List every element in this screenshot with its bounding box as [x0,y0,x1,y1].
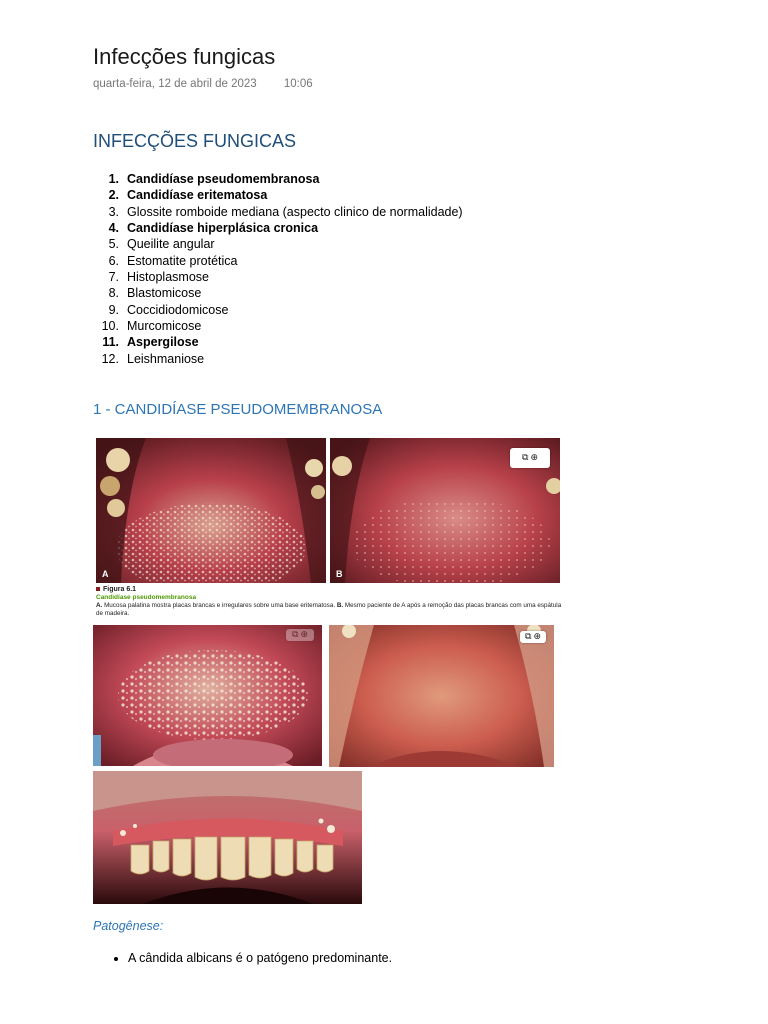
list-item-text: Candidíase eritematosa [127,188,268,203]
photo-palate-a [96,438,326,583]
figure-subtitle: Candidíase pseudomembranosa [96,594,197,601]
photo-palate-c [93,625,322,766]
page-title: Infecções fungicas [93,44,276,69]
list-item-number: 10. [101,319,119,334]
figure-caption [96,586,566,618]
caption-a-text: Mucosa palatina mostra placas brancas e irregulares sobre uma base eritematosa. [104,602,336,609]
list-item-number: 11. [102,335,119,350]
zoom-in-icon[interactable]: ⊕ [300,629,308,640]
figure-bullet-square [96,587,100,591]
page-meta [93,78,313,90]
list-item-number: 4. [108,221,119,236]
zoom-in-icon[interactable]: ⊕ [530,452,538,463]
photo-gingiva-e [93,771,362,904]
list-item-number: 3. [108,204,119,219]
list-item-text: Murcomicose [127,319,202,334]
list-item-number: 8. [108,286,119,301]
photo-label-a: A [102,569,109,579]
list-item-number: 9. [108,302,119,317]
list-item-text: Glossite romboide mediana (aspecto clinico de normalidade) [127,204,463,219]
patogenese-heading: Patogênese: [93,919,164,933]
list-item-number: 6. [108,253,119,268]
list-item [93,318,463,334]
list-item-text: Blastomicose [127,286,202,301]
photo-label-b: B [336,569,343,579]
list-item-text: Estomatite protética [127,253,238,268]
list-item-text: Coccidiodomicose [127,302,229,317]
caption-a-letter: A. [96,602,103,609]
disease-list [93,171,463,367]
caption-b-letter: B. [336,602,344,609]
list-item-text: Candidíase pseudomembranosa [127,172,320,186]
list-item [93,236,463,252]
list-item-text: Queilite angular [127,237,215,252]
list-item [93,204,463,220]
list-item-number: 1. [108,172,119,186]
zoom-in-icon[interactable]: ⊕ [533,631,541,642]
list-item [93,269,463,285]
figure-caption-text [96,602,566,618]
list-item-number: 12. [101,351,119,366]
list-item-text: Histoplasmose [127,270,209,285]
list-item-number: 7. [108,270,119,285]
section-heading-infeccoes: INFECÇÕES FUNGICAS [93,131,297,151]
list-item [93,253,463,269]
figure-title [96,586,566,594]
list-item-text: Candidíase hiperplásica cronica [127,221,319,236]
list-item-number: 2. [108,188,119,203]
figure-title-text: Figura 6.1 [103,586,137,593]
copy-icon[interactable]: ⧉ [525,631,532,642]
page-date: quarta-feira, 12 de abril de 2023 [93,78,257,90]
copy-icon[interactable]: ⧉ [522,452,529,463]
image-toolbar-c [286,629,314,641]
list-item [93,187,463,203]
list-item [93,351,463,367]
list-item [93,285,463,301]
section-heading-candidiase: 1 - CANDIDÍASE PSEUDOMEMBRANOSA [93,401,383,418]
image-toolbar-b [510,448,550,468]
list-item [93,334,463,350]
page-time: 10:06 [283,78,313,90]
patogenese-list [110,951,392,965]
list-item [93,302,463,318]
list-item [93,220,463,236]
list-item-text: Leishmaniose [127,351,205,366]
list-item-text: Aspergilose [127,335,199,350]
photo-palate-b [330,438,560,583]
copy-icon[interactable]: ⧉ [292,629,299,640]
photo-palate-d [329,625,554,767]
bullet-item: • A cândida albicans é o patógeno predominante. [128,951,392,965]
caption-b-text: Mesmo paciente de A após a remoção das placas brancas com uma espátula de madeira. [96,602,562,617]
image-toolbar-d [520,631,546,643]
list-item [93,171,463,187]
list-item-number: 5. [108,237,119,252]
